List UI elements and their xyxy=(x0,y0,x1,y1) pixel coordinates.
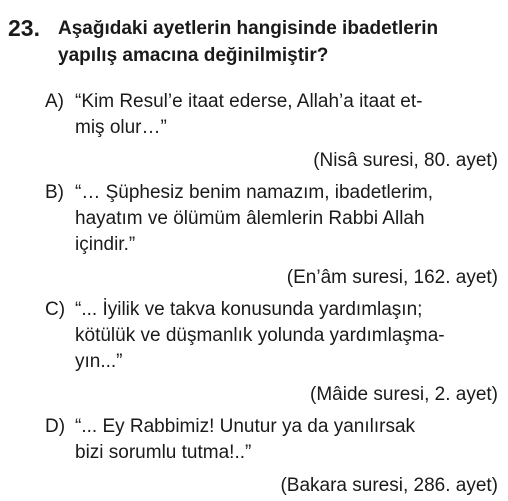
option-text-line: miş olur…” xyxy=(75,117,167,138)
option-text-line: “… Şüphesiz benim namazım, ibadetlerim, xyxy=(75,182,433,203)
option-text-line: kötülük ve düşmanlık yolunda yardımlaşma- xyxy=(75,325,445,346)
option-text-line: yın...” xyxy=(75,351,123,372)
question-header xyxy=(8,14,500,69)
option-c[interactable] xyxy=(45,297,500,408)
option-body xyxy=(75,180,500,291)
option-letter: B) xyxy=(45,182,64,203)
question-stem-line-1: Aşağıdaki ayetlerin hangisinde ibadetlerin xyxy=(58,18,439,39)
option-letter: D) xyxy=(45,416,66,437)
option-text-line: “... İyilik ve takva konusunda yardımlaşın; xyxy=(75,299,423,320)
question-stem xyxy=(58,15,438,69)
option-body xyxy=(75,297,500,408)
option-b[interactable] xyxy=(45,180,500,291)
option-source: (Bakara suresi, 286. ayet) xyxy=(280,475,498,496)
option-body xyxy=(75,414,500,499)
option-body xyxy=(75,89,500,174)
option-a[interactable] xyxy=(45,89,500,174)
question-stem-line-2: yapılış amacına değinilmiştir? xyxy=(58,45,329,66)
option-source: (En’âm suresi, 162. ayet) xyxy=(286,267,498,288)
option-text-line: içindir.” xyxy=(75,234,136,255)
option-text-line: hayatım ve ölümüm âlemlerin Rabbi Allah xyxy=(75,208,425,229)
option-text-line: “... Ey Rabbimiz! Unutur ya da yanılırsak xyxy=(75,416,416,437)
question-block xyxy=(8,14,500,499)
option-d[interactable] xyxy=(45,414,500,499)
option-source: (Nisâ suresi, 80. ayet) xyxy=(313,150,498,171)
option-text-line: “Kim Resul’e itaat ederse, Allah’a itaat et- xyxy=(75,91,423,112)
option-letter: A) xyxy=(45,91,64,112)
question-number: 23. xyxy=(8,15,40,41)
option-source: (Mâide suresi, 2. ayet) xyxy=(310,384,498,405)
option-letter: C) xyxy=(45,299,66,320)
answer-options xyxy=(45,89,500,499)
option-text-line: bizi sorumlu tutma!..” xyxy=(75,442,252,463)
